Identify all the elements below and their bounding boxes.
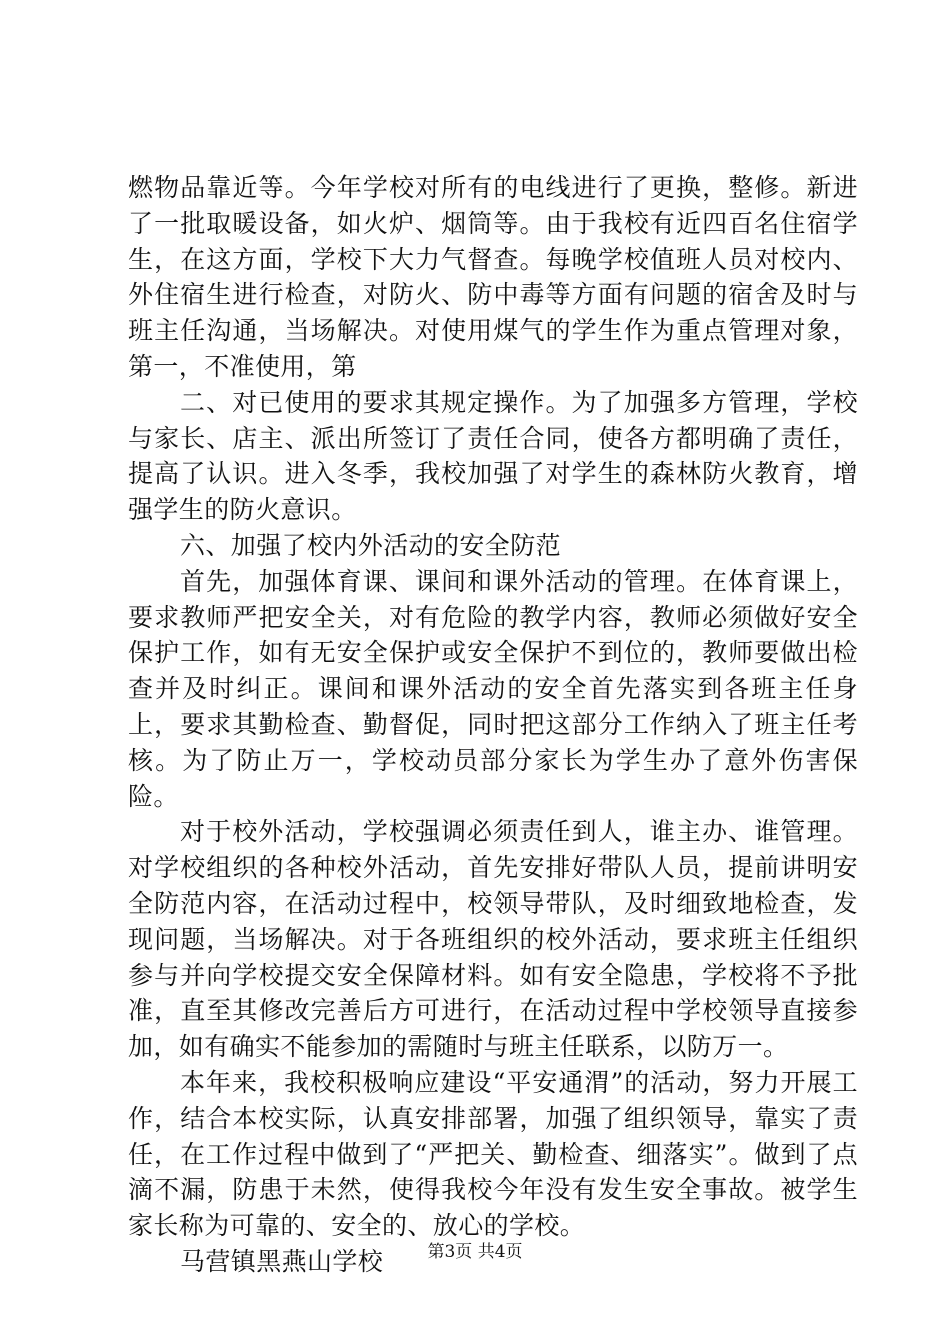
paragraph-annual-summary: 本年来，我校积极响应建设“平安通渭”的活动，努力开展工作，结合本校实际，认真安排部署，加强了组织领导，靠实了责任，在工作过程中做到了“严把关、勤检查、细落实”。做到了点滴不漏，防患于未然，使得我校今年没有发生安全事故。被学生家长称为可靠的、安全的、放心的学校。 [128, 1067, 858, 1241]
signature-school-name: 马营镇黑燕山学校 [180, 1246, 384, 1276]
paragraph-operation-rules: 二、对已使用的要求其规定操作。为了加强多方管理，学校与家长、店主、派出所签订了责任合同，使各方都明确了责任，提高了认识。进入冬季，我校加强了对学生的森林防火教育，增强学生的防火意识。 [128, 387, 858, 525]
paragraph-fire-safety-continued: 燃物品靠近等。今年学校对所有的电线进行了更换，整修。新进了一批取暖设备，如火炉、烟筒等。由于我校有近四百名住宿学生，在这方面，学校下大力气督查。每晚学校值班人员对校内、外住宿生进行检查，对防火、防中毒等方面有问题的宿舍及时与班主任沟通，当场解决。对使用煤气的学生作为重点管理对象，第一，不准使用，第 [128, 173, 858, 381]
document-body [128, 170, 858, 1280]
section-heading-activity-safety: 六、加强了校内外活动的安全防范 [180, 530, 562, 560]
paragraph-outdoor-activities: 对于校外活动，学校强调必须责任到人，谁主办、谁管理。对学校组织的各种校外活动，首先安排好带队人员，提前讲明安全防范内容，在活动过程中，校领导带队，及时细致地检查，发现问题，当场解决。对于各班组织的校外活动，要求班主任组织参与并向学校提交安全保障材料。如有安全隐患，学校将不予批准，直至其修改完善后方可进行，在活动过程中学校领导直接参加，如有确实不能参加的需随时与班主任联系，以防万一。 [128, 817, 858, 1062]
paragraph-pe-class-management: 首先，加强体育课、课间和课外活动的管理。在体育课上，要求教师严把安全关，对有危险的教学内容，教师必须做好安全保护工作，如有无安全保护或安全保护不到位的，教师要做出检查并及时纠正。课间和课外活动的安全首先落实到各班主任身上，要求其勤检查、勤督促，同时把这部分工作纳入了班主任考核。为了防止万一，学校动员部分家长为学生办了意外伤害保险。 [128, 566, 858, 811]
page-number-footer: 第3页 共4页 [427, 1242, 523, 1262]
